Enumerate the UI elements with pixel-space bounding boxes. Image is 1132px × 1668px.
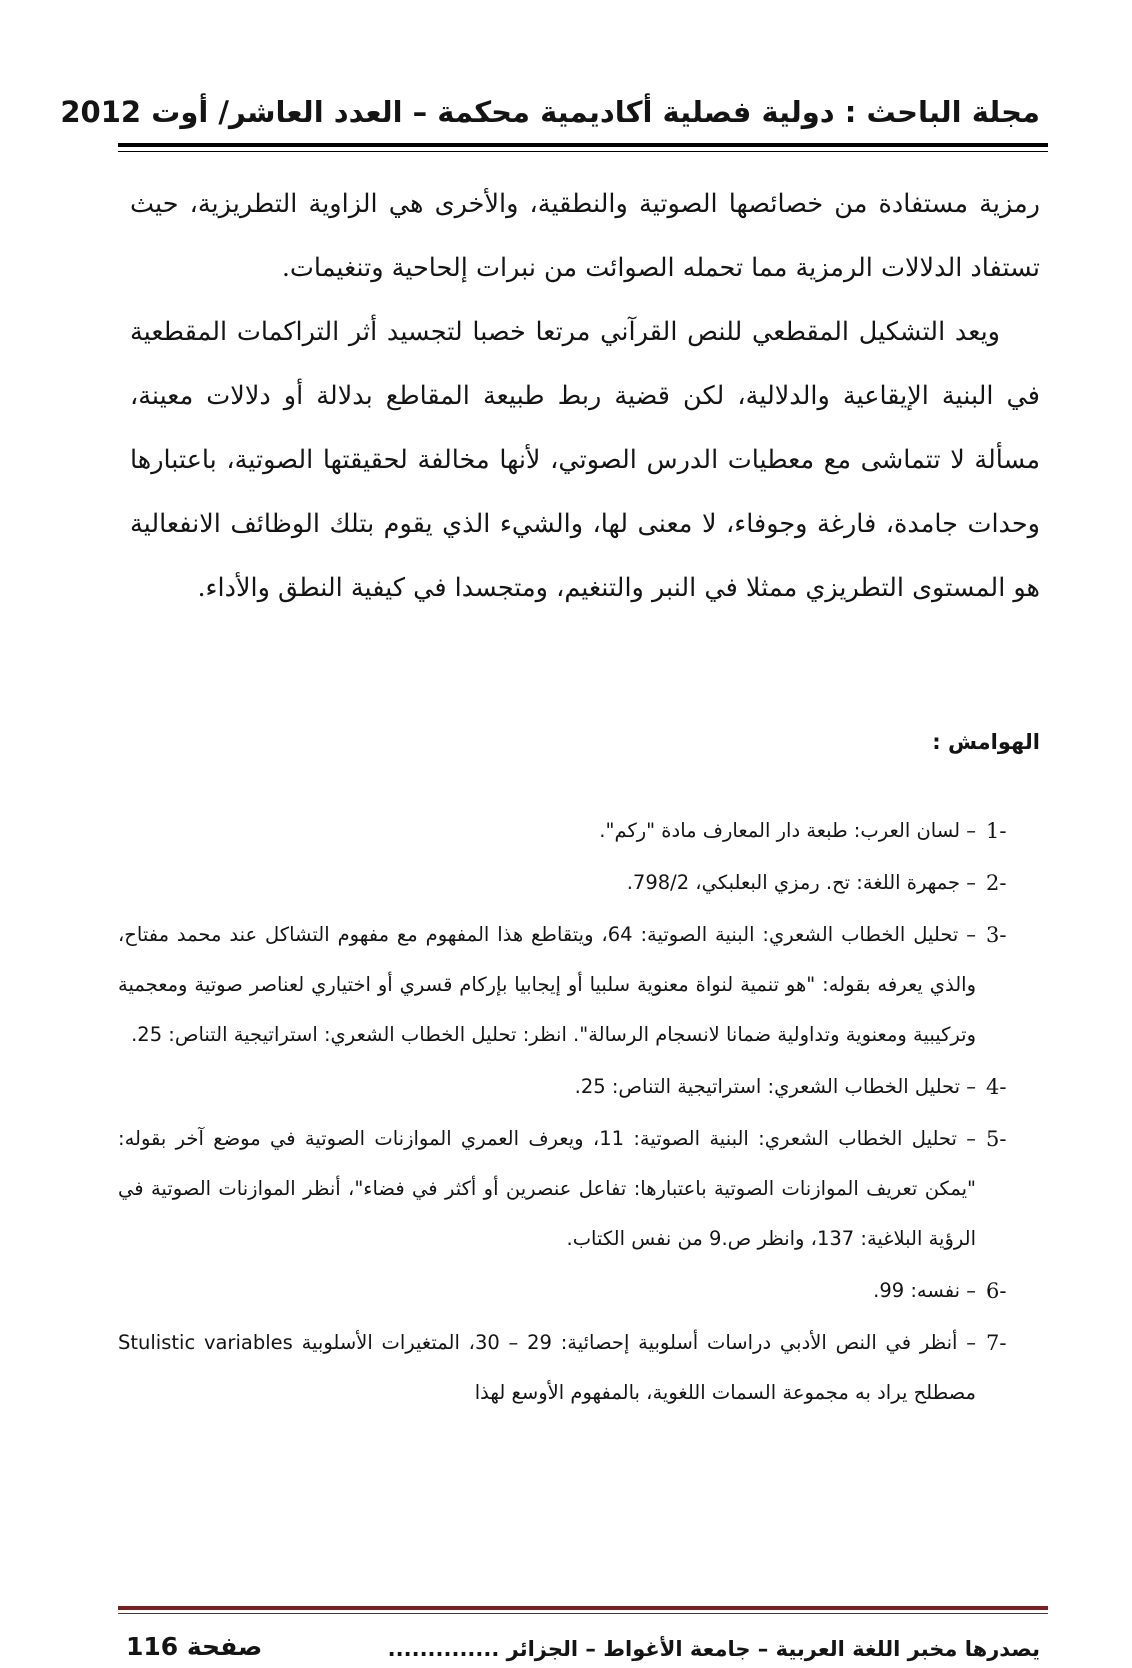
footnote-text: – جمهرة اللغة: تح. رمزي البعلبكي، 798/2. bbox=[626, 871, 976, 894]
footer-publisher: يصدرها مخبر اللغة العربية – جامعة الأغواط – الجزائر .............. bbox=[387, 1637, 1040, 1661]
footnote-text: – تحليل الخطاب الشعري: استراتيجية التناص: 25. bbox=[574, 1075, 976, 1098]
footnotes-heading: الهوامش : bbox=[932, 730, 1040, 754]
footer-rule-thick bbox=[118, 1606, 1048, 1610]
footnotes-list bbox=[118, 806, 1038, 1420]
footnote-item bbox=[118, 1266, 1038, 1316]
footnote-text: – نفسه: 99. bbox=[873, 1279, 976, 1302]
body-paragraph-1: رمزية مستفادة من خصائصها الصوتية والنطقية، والأخرى هي الزاوية التطريزية، حيث تستفاد الدلالات الرمزية مما تحمله الصوائت من نبرات إلحاحية وتنغيمات. bbox=[130, 189, 1040, 283]
footnote-text: – لسان العرب: طبعة دار المعارف مادة "ركم". bbox=[599, 819, 976, 842]
footnote-number: -2 bbox=[986, 871, 1007, 895]
footer-rule-thin bbox=[118, 1613, 1048, 1614]
footnote-item bbox=[118, 1114, 1038, 1264]
body-paragraph-2: ويعد التشكيل المقطعي للنص القرآني مرتعا خصبا لتجسيد أثر التراكمات المقطعية في البنية الإيقاعية والدلالية، لكن قضية ربط طبيعة المقاطع بدلالة أو دلالات معينة، مسألة لا تتماشى مع معطيات الدرس الصوتي، لأنها مخالفة لحقيقتها الصوتية، باعتبارها وحدات جامدة، فارغة وجوفاء، لا معنى لها، والشيء الذي يقوم بتلك الوظائف الانفعالية هو المستوى التطريزي ممثلا في النبر والتنغيم، ومتجسدا في كيفية النطق والأداء. bbox=[130, 317, 1040, 603]
footnote-number: -1 bbox=[986, 819, 1007, 843]
header-rule-thin bbox=[118, 151, 1048, 152]
footnote-item bbox=[118, 1062, 1038, 1112]
footnote-item bbox=[118, 1318, 1038, 1418]
footnote-number: -6 bbox=[986, 1279, 1007, 1303]
footnote-number: -7 bbox=[986, 1331, 1007, 1355]
footnote-text: – أنظر في النص الأدبي دراسات أسلوبية إحصائية: 29 – 30، المتغيرات الأسلوبية Stulistic variables مصطلح يراد به مجموعة السمات اللغوية، بالمفهوم الأوسع لهذا bbox=[118, 1331, 977, 1404]
page-number: صفحة 116 bbox=[126, 1632, 263, 1661]
journal-header-title: مجلة الباحث : دولية فصلية أكاديمية محكمة – العدد العاشر/ أوت 2012 bbox=[60, 95, 1040, 129]
footnote-item bbox=[118, 858, 1038, 908]
footnote-number: -5 bbox=[986, 1127, 1007, 1151]
footnote-number: -4 bbox=[986, 1075, 1007, 1099]
body-text bbox=[130, 172, 1040, 620]
footnote-item bbox=[118, 910, 1038, 1060]
footnote-text: – تحليل الخطاب الشعري: البنية الصوتية: 11، ويعرف العمري الموازنات الصوتية في موضع آخر بقوله: "يمكن تعريف الموازنات الصوتية باعتبارها: تفاعل عنصرين أو أكثر في فضاء"، أنظر الموازنات الصوتية في الرؤية البلاغية: 137، وانظر ص.9 من نفس الكتاب. bbox=[118, 1127, 976, 1250]
footnote-text: – تحليل الخطاب الشعري: البنية الصوتية: 64، ويتقاطع هذا المفهوم مع مفهوم التشاكل عند محمد مفتاح، والذي يعرفه بقوله: "هو تنمية لنواة معنوية سلبيا أو إيجابيا بإركام قسري أو اختياري لعناصر صوتية ومعجمية وتركيبية ومعنوية وتداولية ضمانا لانسجام الرسالة". انظر: تحليل الخطاب الشعري: استراتيجية التناص: 25. bbox=[118, 923, 976, 1046]
footnote-item bbox=[118, 806, 1038, 856]
footnote-number: -3 bbox=[986, 923, 1007, 947]
header-rule-thick bbox=[118, 143, 1048, 147]
